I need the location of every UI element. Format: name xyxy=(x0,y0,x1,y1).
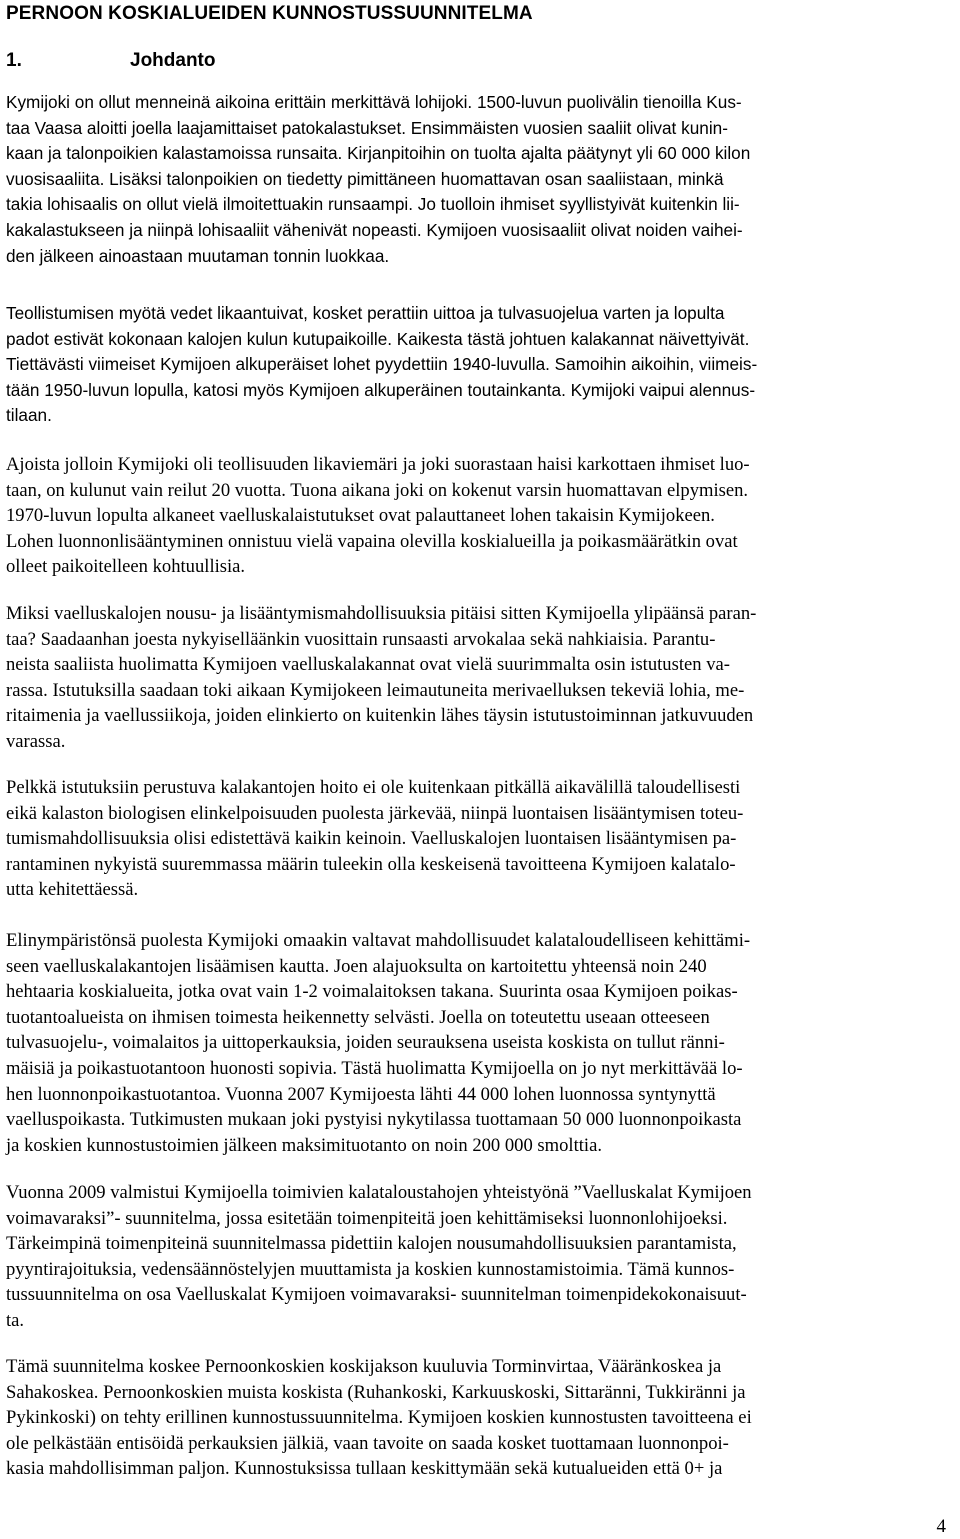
section-number: 1. xyxy=(6,50,22,71)
paragraph-line: ritaimenia ja vaellussiikoja, joiden elinkierto on kuitenkin lähes täysin istutustoiminnan jatkuvuuden xyxy=(6,705,754,727)
paragraph-line: vaelluspoikasta. Tutkimusten mukaan joki pystyisi nykytilassa tuottamaan 50 000 luonnonpoikasta xyxy=(6,1109,742,1131)
paragraph xyxy=(6,301,954,429)
paragraph-line: taan, on kulunut vain reilut 20 vuotta. Tuona aikana joki on kokenut varsin huomattavan elpymisen. xyxy=(6,479,749,501)
paragraph-line: hen luonnonpoikastuotantoa. Vuonna 2007 Kymijoesta lähti 44 000 lohen luonnossa syntynyttä xyxy=(6,1083,716,1105)
document-title: PERNOON KOSKIALUEIDEN KUNNOSTUSSUUNNITELMA xyxy=(6,3,533,24)
paragraph-line: tulvasuojelu-, voimalaitos ja uittoperkauksia, joiden seurauksena useista koskista on tullut ränni- xyxy=(6,1032,725,1054)
paragraph-line: tään 1950-luvun lopulla, katosi myös Kymijoen alkuperäinen toutainkanta. Kymijoki vaipui alennus- xyxy=(6,379,756,400)
paragraph-line: Tiettävästi viimeiset Kymijoen alkuperäiset lohet pyydettiin 1940-luvulla. Samoihin aikoihin, viimeis- xyxy=(6,354,758,375)
paragraph-line: Pelkkä istutuksiin perustuva kalakantojen hoito ei ole kuitenkaan pitkällä aikavälillä taloudellisesti xyxy=(6,777,741,798)
paragraph xyxy=(6,601,954,755)
paragraph-line: den jälkeen ainoastaan muutaman tonnin luokkaa. xyxy=(6,245,390,266)
section-heading xyxy=(6,50,216,72)
paragraph-line: ja koskien kunnostustoimien jälkeen maksimituotanto on noin 200 000 smolttia. xyxy=(6,1134,602,1156)
paragraph-line: Kymijoki on ollut menneinä aikoina erittäin merkittävä lohijoki. 1500-luvun puolivälin tienoilla Kus- xyxy=(6,92,742,112)
paragraph-line: seen vaelluskalakantojen lisäämisen kautta. Joen alajuoksulta on kartoitettu yhteensä noin 240 xyxy=(6,955,707,977)
paragraph-line: kaan ja talonpoikien kalastamoissa runsaita. Kirjanpitoihin on tuolta ajalta päätynyt yli 60 000 kilon xyxy=(6,143,751,164)
paragraph-line: neista saaliista huolimatta Kymijoen vaelluskalakannat ovat vielä suurimmalta osin istutusten va- xyxy=(6,654,730,676)
paragraph-line: ole pelkästään entisöidä perkauksien jälkiä, vaan tavoite on saada kosket tuottamaan luonnonpoi- xyxy=(6,1432,729,1454)
paragraph-line: Miksi vaelluskalojen nousu- ja lisääntymismahdollisuuksia pitäisi sitten Kymijoella ylipäänsä paran- xyxy=(6,603,757,624)
paragraph-line: taa Vaasa aloitti joella laajamittaiset patokalastukset. Ensimmäisten vuosien saaliit olivat kunin- xyxy=(6,117,728,138)
paragraph-line: varassa. xyxy=(6,730,66,752)
paragraph-line: padot estivät kokonaan kalojen kulun kutupaikoille. Kaikesta tästä johtuen kalakannat näivettyivät. xyxy=(6,328,750,349)
paragraph-line: takia lohisaalis on ollut vielä ilmoitettuakin runsaampi. Jo tuolloin ihmiset syyllistyivät kuitenkin lii- xyxy=(6,194,740,215)
paragraph-line: kakalastukseen ja niinpä lohisaaliit vähenivät nopeasti. Kymijoen vuosisaaliit olivat noiden vaihei- xyxy=(6,219,743,240)
paragraph-line: tuotantoalueista on ihmisen toimesta heikennetty selvästi. Joella on toteutettu useaan otteeseen xyxy=(6,1006,710,1028)
paragraph-line: pyyntirajoituksia, vedensäännöstelyjen muuttamista ja koskien kunnostamistoimia. Tämä kunnos- xyxy=(6,1258,735,1280)
paragraph-line: 1970-luvun lopulta alkaneet vaelluskalaistutukset ovat palauttaneet lohen takaisin Kymijokeen. xyxy=(6,505,715,527)
page-number: 4 xyxy=(936,1516,946,1537)
paragraph xyxy=(6,928,954,1158)
paragraph-line: tussuunnitelma on osa Vaelluskalat Kymijoen voimavaraksi- suunnitelman toimenpidekokonaisuut- xyxy=(6,1284,747,1306)
paragraph-line: Tärkeimpinä toimenpiteinä suunnitelmassa pidettiin kalojen nousumahdollisuuksien parantamista, xyxy=(6,1233,737,1255)
paragraph-line: kasia mahdollisimman paljon. Kunnostuksissa tullaan keskittymään sekä kutualueiden että 0+ ja xyxy=(6,1458,723,1480)
paragraph-line: Pykinkoski) on tehty erillinen kunnostussuunnitelma. Kymijoen koskien kunnostusten tavoitteena ei xyxy=(6,1407,752,1429)
paragraph xyxy=(6,1354,954,1482)
paragraph-line: voimavaraksi”- suunnitelma, jossa esitetään toimenpiteitä joen kehittämiseksi luonnonlohijoeksi. xyxy=(6,1207,728,1229)
paragraph xyxy=(6,90,954,269)
paragraph-line: Teollistumisen myötä vedet likaantuivat, kosket perattiin uittoa ja tulvasuojelua varten ja lopulta xyxy=(6,303,725,323)
paragraph xyxy=(6,775,954,903)
paragraph-line: hehtaaria koskialueita, jotka ovat vain 1-2 voimalaitoksen takana. Suurinta osaa Kymijoen poikas- xyxy=(6,981,738,1003)
paragraph-line: Ajoista jolloin Kymijoki oli teollisuuden likaviemäri ja joki suorastaan haisi karkottaen ihmiset luo- xyxy=(6,454,750,475)
paragraph-line: tumismahdollisuuksia olisi edistettävä kaikin keinoin. Vaelluskalojen luontaisen lisääntymisen pa- xyxy=(6,828,737,850)
paragraph-line: Vuonna 2009 valmistui Kymijoella toimivien kalataloustahojen yhteistyönä ”Vaelluskalat Kymijoen xyxy=(6,1182,752,1203)
paragraph-line: Tämä suunnitelma koskee Pernoonkoskien koskijakson kuuluvia Torminvirtaa, Vääränkoskea ja xyxy=(6,1356,722,1377)
paragraph-line: Sahakoskea. Pernoonkoskien muista koskista (Ruhankoski, Karkuuskoski, Sittaränni, Tukkiränni ja xyxy=(6,1381,746,1403)
section-title: Johdanto xyxy=(130,50,216,71)
paragraph-line: eikä kalaston biologisen elinkelpoisuuden puolesta järkevää, niinpä luontaisen lisääntymisen toteu- xyxy=(6,802,744,824)
paragraph-line: ta. xyxy=(6,1309,25,1331)
paragraph-line: vuosisaaliita. Lisäksi talonpoikien on tiedetty pimittäneen huomattavan osan saaliistaan, minkä xyxy=(6,168,724,189)
paragraph-line: utta kehitettäessä. xyxy=(6,879,139,901)
paragraph-line: Lohen luonnonlisääntyminen onnistuu vielä vapaina olevilla koskialueilla ja poikasmäärätkin ovat xyxy=(6,530,738,552)
paragraph-line: mäisiä ja poikastuotantoon huonosti sopivia. Tästä huolimatta Kymijoella on jo nyt merkittävää lo- xyxy=(6,1057,743,1079)
paragraph-line: Elinympäristönsä puolesta Kymijoki omaakin valtavat mahdollisuudet kalataloudelliseen kehittämi- xyxy=(6,930,751,951)
paragraph-line: olleet paikoitelleen kohtuullisia. xyxy=(6,556,246,578)
paragraph-line: tilaan. xyxy=(6,405,52,426)
paragraph xyxy=(6,452,954,580)
paragraph-line: rassa. Istutuksilla saadaan toki aikaan Kymijokeen leimautuneita merivaelluksen tekeviä lohia, me- xyxy=(6,679,745,701)
paragraph-line: taa? Saadaanhan joesta nykyiselläänkin vuosittain runsaasti arvokalaa sekä nahkiaisia. Parantu- xyxy=(6,628,716,650)
paragraph xyxy=(6,1180,954,1334)
paragraph-line: rantaminen nykyistä suuremmassa määrin tuleekin olla keskeisenä tavoitteena Kymijoen kalatalo- xyxy=(6,853,736,875)
